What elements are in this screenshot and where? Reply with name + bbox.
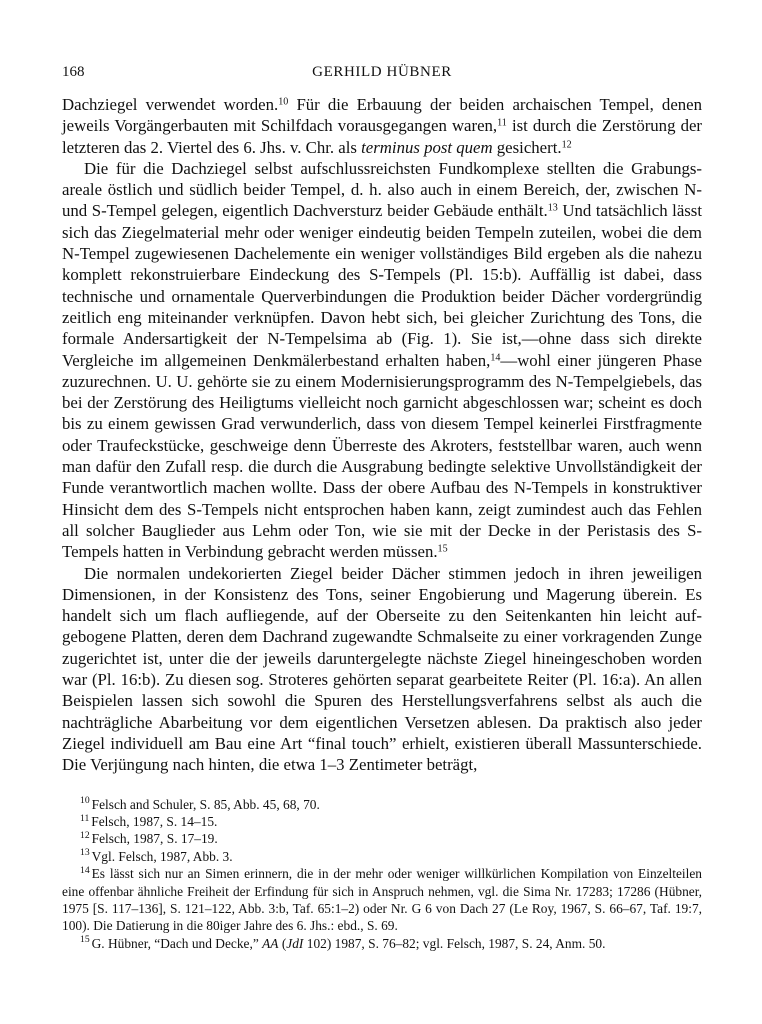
page-number: 168 bbox=[62, 64, 85, 80]
footnote-number: 13 bbox=[80, 847, 90, 859]
footnote-text: Felsch and Schuler, S. 85, Abb. 45, 68, 70. bbox=[91, 796, 320, 812]
document-page bbox=[62, 64, 702, 952]
footnote bbox=[62, 935, 702, 952]
footnote-text: Felsch, 1987, S. 17–19. bbox=[91, 831, 218, 847]
footnote-text: Vgl. Felsch, 1987, Abb. 3. bbox=[91, 848, 233, 864]
paragraph bbox=[62, 158, 702, 563]
footnote-ref: 12 bbox=[561, 139, 572, 151]
paragraph-text: Die für die Dachziegel selbst aufschlussreichsten Fundkomplexe stellten die Grabungsareale östlich und südlich beider Tempel, d. h. also auch in einem Bereich, der, zwischen N- und S-Tempel gelegen, eigentlich Dachversturz beider Gebäude enthält. bbox=[62, 158, 702, 221]
footnote-number: 11 bbox=[80, 812, 90, 824]
footnote-ref: 11 bbox=[497, 117, 507, 129]
footnote bbox=[62, 796, 702, 813]
footnote-text: Felsch, 1987, S. 14–15. bbox=[91, 813, 218, 829]
italic-abbreviation: JdI bbox=[286, 935, 304, 951]
paragraph-text: Und tatsächlich lässt sich das Ziegelmaterial mehr oder weniger eindeutig beiden Tempeln zuteilen, wobei die dem N-Tempel zugewiesenen Dachelemente ein weniger vollständiges Bild ergeben als die nahezu komplett rekonstruierbare Eindeckung des S-Tempels (Pl. 15:b). Auffällig ist dabei, dass technische und ornamentale Querverbindungen die Produktion beider Dächer vordergründig zeitlich eng miteinander verknüpfen. Davon hebt sich, bei gleicher Zurichtung des Tons, die formale Andersartigkeit der N-Tempelsima ab (Fig. 1). Sie ist,—ohne dass sich direkte Vergleiche im allgemeinen Denkmälerbestand erhalten haben, bbox=[62, 201, 703, 370]
footnote-number: 12 bbox=[80, 830, 90, 842]
footnote-ref: 10 bbox=[278, 96, 289, 108]
paragraph-text: —wohl einer jüngeren Phase zuzurechnen. U. U. gehörte sie zu einem Modernisierungsprogramm des N-Tempelgiebels, das bei der Zerstörung des Heiligtums vielleicht noch garnicht abgeschlossen war; scheint es doch bis zu einem gewissen Grad verwunderlich, dass von diesem Tempel keinerlei Firstfragmente oder Traufeckstücke, geschweige denn Überreste des Akroters, feststellbar waren, auch wenn man dafür den Zufall resp. die durch die Ausgrabung bedingte selektive Unvollständigkeit der Funde verantwortlich machen wollte. Dass der obere Aufbau des N-Tempels in konstruktiver Hinsicht dem des S-Tempels nicht entsprochen haben kann, zeigt zumindest auch das Fehlen all solcher Bauglieder aus Lehm oder Ton, wie sie mit der Decke in der Peristasis des S-Tempels hatten in Verbindung gebracht werden müssen. bbox=[62, 350, 702, 562]
paragraph-text: gesichert. bbox=[492, 137, 562, 157]
footnote-text: 102) 1987, S. 76–82; vgl. Felsch, 1987, S. 24, Anm. 50. bbox=[303, 935, 606, 951]
footnote bbox=[62, 848, 702, 865]
footnote-ref: 15 bbox=[437, 543, 448, 555]
paragraph: Die normalen undekorierten Ziegel beider Dächer stimmen jedoch in ihren jeweiligen Dimensionen, in der Konsistenz des Tons, seiner Engobierung und Magerung überein. Es handelt sich um flach aufliegende, auf der Oberseite zu den Seitenkanten hin leicht aufgebogene Platten, deren dem Dachrand zugewandte Schmalseite zu einer vorkragenden Zunge zugerichtet ist, unter die der jeweils daruntergelegte nächste Ziegel hineingeschoben worden war (Pl. 16:b). Zu diesen sog. Stroteres gehörten separat gearbeitete Reiter (Pl. 16:a). An allen Beispielen lassen sich sowohl die Spuren des Herstellungsverfahrens selbst als auch die nachträgliche Abarbeitung vor dem eigentlichen Versetzen ablesen. Da praktisch also jeder Ziegel individuell am Bau eine Art “final touch” erhielt, existieren überall Massunterschiede. Die Verjüngung nach hinten, die etwa 1–3 Zentimeter beträgt, bbox=[62, 563, 702, 775]
paragraph-text: ist durch die Zerstörung der letzteren das 2. Viertel des 6. Jhs. v. Chr. als bbox=[62, 116, 702, 157]
footnote-text: G. Hübner, “Dach und Decke,” bbox=[91, 935, 263, 951]
italic-abbreviation: AA bbox=[262, 935, 279, 951]
italic-term: terminus post quem bbox=[361, 137, 493, 157]
page-header bbox=[62, 64, 702, 94]
footnote-text: Es lässt sich nur an Simen erinnern, die in der mehr oder weniger willkürlichen Kompilation von Einzelteilen eine offenbar ähnliche Freiheit der Erfindung für sich in Anspruch nehmen, vgl. die Sima Nr. 17283; 17286 (Hübner, 1975 [S. 117–136], S. 121–122, Abb. 3:b, Taf. 65:1–2) oder Nr. G 6 von Dach 27 (Le Roy, 1967, S. 66–67, Taf. 19:7, 100). Die Datierung in die 80iger Jahre des 6. Jhs.: ebd., S. 69. bbox=[62, 866, 702, 934]
footnote-number: 15 bbox=[80, 934, 90, 946]
footnote-number: 10 bbox=[80, 795, 90, 807]
paragraph-text: Für die Erbauung der beiden archaischen Tempel, denen jeweils Vorgängerbauten mit Schilfdach vorausgegangen waren, bbox=[62, 95, 702, 136]
footnote-ref: 14 bbox=[490, 352, 501, 364]
running-head: GERHILD HÜBNER bbox=[312, 64, 452, 80]
footnote-ref: 13 bbox=[547, 202, 558, 214]
paragraph bbox=[62, 94, 702, 158]
body-text bbox=[62, 94, 702, 776]
paragraph-text: Dachziegel verwendet worden. bbox=[62, 95, 279, 114]
footnote bbox=[62, 813, 702, 830]
footnote-number: 14 bbox=[80, 864, 90, 876]
footnotes bbox=[62, 796, 702, 953]
footnote bbox=[62, 830, 702, 847]
footnote-text: ( bbox=[278, 935, 287, 951]
footnote bbox=[62, 865, 702, 935]
